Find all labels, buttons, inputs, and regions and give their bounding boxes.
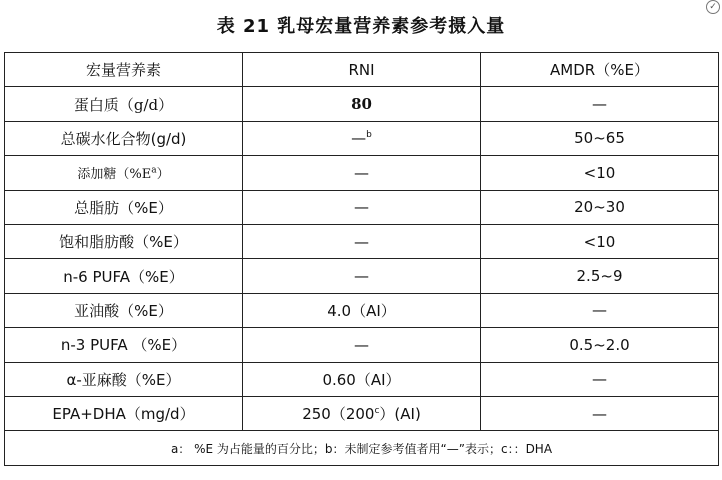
header-rni: RNI: [243, 53, 481, 87]
rni-cell: [243, 121, 481, 155]
amdr-value: 2.5~9: [481, 259, 719, 293]
nutrient-table: [4, 52, 719, 466]
nutrient-name: 总碳水化合物(g/d): [5, 121, 243, 155]
table-title: 表 21 乳母宏量营养素参考摄入量: [216, 16, 506, 37]
rni-value: —: [243, 190, 481, 224]
rni-value: —: [243, 328, 481, 362]
rni-value: 0.60（AI）: [243, 362, 481, 396]
rni-value: —: [243, 156, 481, 190]
amdr-value: 50~65: [481, 121, 719, 155]
table-row: [5, 328, 719, 362]
table-row: [5, 293, 719, 327]
amdr-value: —: [481, 293, 719, 327]
header-nutrient: 宏量营养素: [5, 53, 243, 87]
amdr-value: —: [481, 87, 719, 121]
nutrient-name: EPA+DHA（mg/d）: [5, 396, 243, 430]
nutrient-name-tail: ）: [156, 167, 170, 183]
amdr-value: —: [481, 362, 719, 396]
footnote-row: [5, 431, 719, 466]
table-row: [5, 362, 719, 396]
nutrient-name: 蛋白质（g/d）: [5, 87, 243, 121]
rni-value: —: [243, 259, 481, 293]
table-row: [5, 87, 719, 121]
amdr-value: 0.5~2.0: [481, 328, 719, 362]
table-row: [5, 190, 719, 224]
nutrient-name: 添加糖（%E: [77, 167, 152, 183]
table-row: [5, 396, 719, 430]
table-row: [5, 121, 719, 155]
table-row: [5, 259, 719, 293]
footnote-marker: b: [366, 130, 372, 141]
amdr-value: 20~30: [481, 190, 719, 224]
corner-badge-icon: ✓: [706, 0, 720, 14]
header-row: [5, 53, 719, 87]
amdr-value: —: [481, 396, 719, 430]
nutrient-name: 亚油酸（%E）: [5, 293, 243, 327]
table-row: [5, 156, 719, 190]
amdr-value: <10: [481, 224, 719, 258]
rni-cell: [243, 396, 481, 430]
nutrient-name: 饱和脂肪酸（%E）: [5, 224, 243, 258]
rni-value: —: [243, 224, 481, 258]
nutrient-name: n-3 PUFA （%E）: [5, 328, 243, 362]
nutrient-name: 总脂肪（%E）: [5, 190, 243, 224]
footnote-marker: a: [151, 166, 157, 177]
nutrient-name: α-亚麻酸（%E）: [5, 362, 243, 396]
nutrient-name: n-6 PUFA（%E）: [5, 259, 243, 293]
rni-value: 250（200: [302, 405, 375, 424]
rni-value: 4.0（AI）: [243, 293, 481, 327]
rni-value: 80: [243, 87, 481, 121]
footnote: a： %E 为占能量的百分比；b：未制定参考值者用“—”表示；c：：DHA: [5, 431, 719, 466]
rni-value-tail: ）(AI): [379, 405, 421, 424]
table-row: [5, 224, 719, 258]
header-amdr: AMDR（%E）: [481, 53, 719, 87]
amdr-value: <10: [481, 156, 719, 190]
footnote-marker: c: [374, 406, 380, 417]
rni-value: —: [351, 129, 367, 148]
nutrient-cell: [5, 156, 243, 190]
